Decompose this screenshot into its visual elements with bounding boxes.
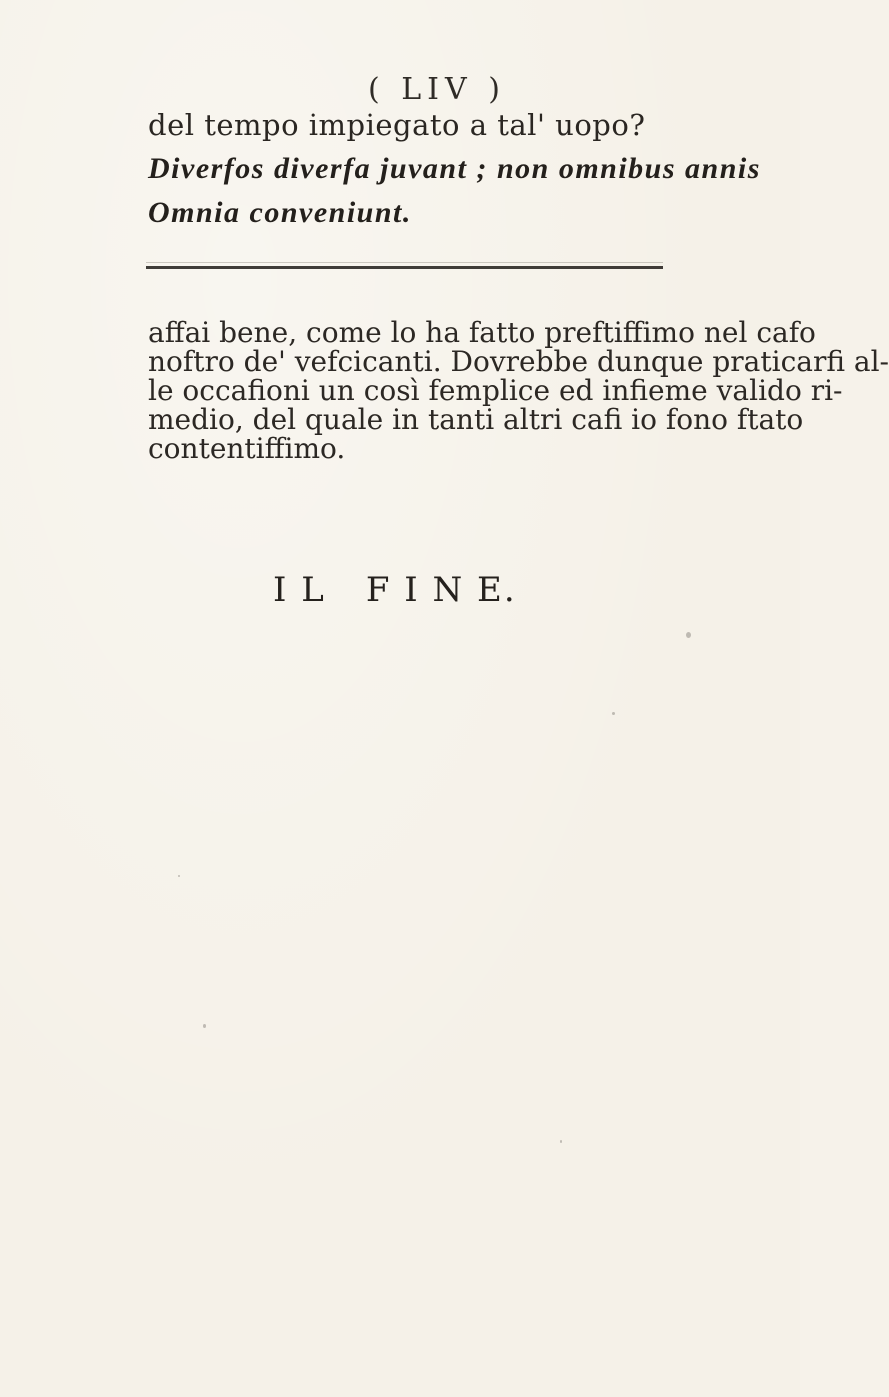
section-divider-rule: [146, 266, 663, 269]
latin-quote-line-1: Diverfos diverfa juvant ; non omnibus annis: [148, 152, 761, 185]
colophon-word-fine: F I N E.: [365, 570, 517, 610]
paragraph-line: affai bene, come lo ha fatto preftiffimo nel cafo: [148, 316, 816, 349]
paper-speck: [686, 632, 691, 638]
paper-speck: [178, 875, 180, 877]
text-line-continuation: del tempo impiegato a tal' uopo?: [148, 108, 646, 142]
decorative-rule-shadow: [146, 262, 663, 263]
paper-speck: [203, 1024, 206, 1028]
paper-speck: [612, 712, 615, 715]
body-paragraph: [148, 316, 889, 465]
colophon-il-fine: [273, 570, 517, 610]
paragraph-line: le occafioni un così femplice ed infieme valido ri-: [148, 374, 843, 407]
paragraph-line: noftro de' vefcicanti. Dovrebbe dunque praticarfi al-: [148, 345, 889, 378]
page-running-head: ( LIV ): [368, 72, 506, 107]
paragraph-line: contentiffimo.: [148, 432, 346, 465]
paragraph-line: medio, del quale in tanti altri cafi io fono ftato: [148, 403, 804, 436]
latin-quote-line-2: Omnia conveniunt.: [148, 196, 412, 229]
colophon-word-il: I L: [273, 570, 326, 610]
paper-speck: [560, 1140, 562, 1143]
